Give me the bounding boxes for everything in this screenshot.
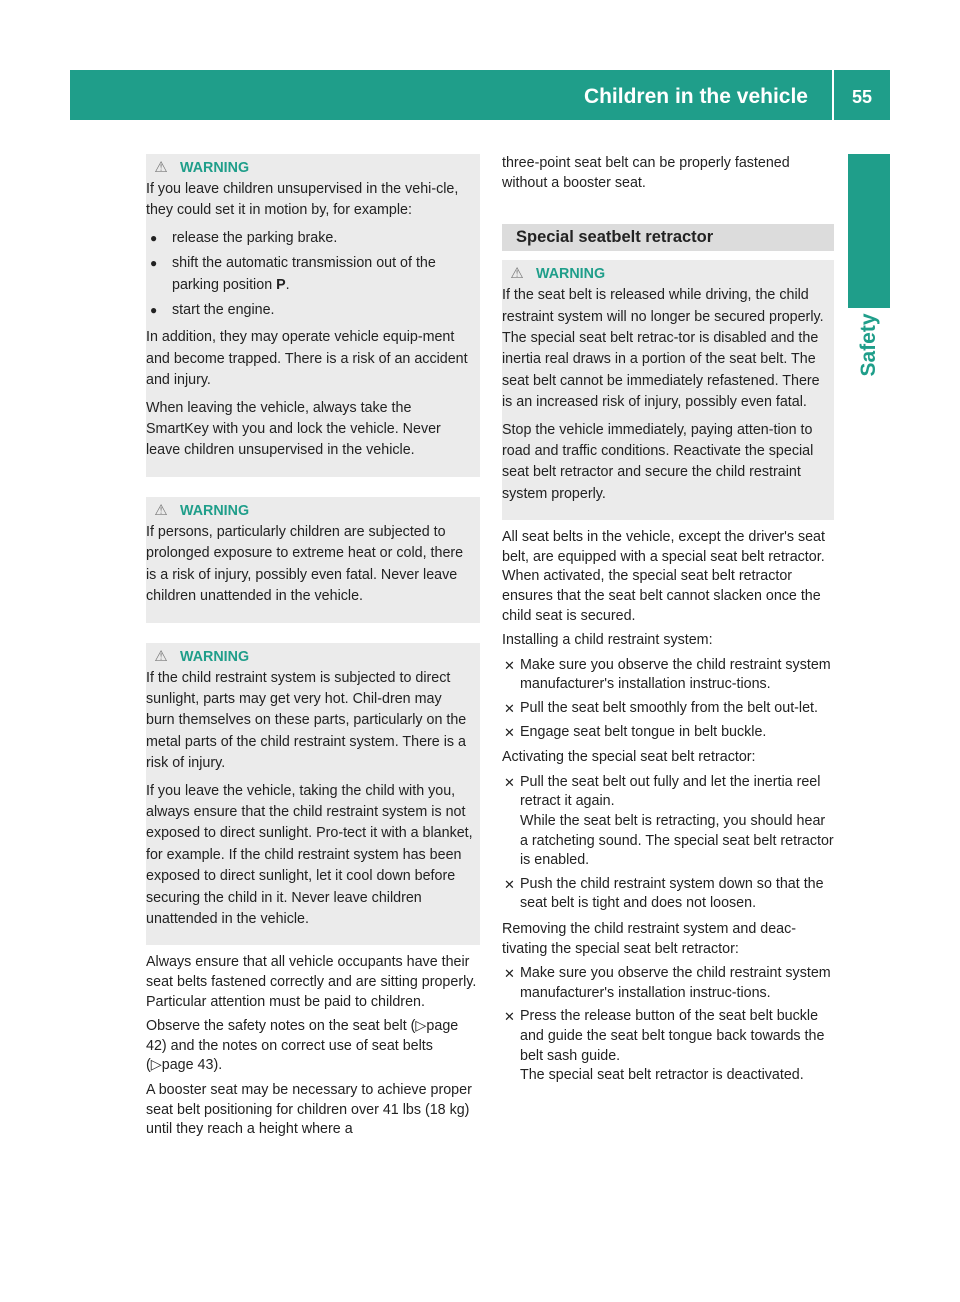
warning-bullets [146,228,473,322]
bullet-icon: ● [150,256,158,271]
step-arrow-icon: ✕ [504,1009,515,1025]
warning-box [502,260,834,520]
activate-steps [502,773,834,914]
list-item: ✕ Make sure you observe the child restraint system manufacturer's installation instruc-tions. [504,965,831,1001]
body-text: Activating the special seat belt retractor: [502,749,756,766]
body-text: three-point seat belt can be properly fastened without a booster seat. [502,155,790,191]
install-steps [502,656,834,742]
list-item: ● release the parking brake. [146,228,473,249]
step-arrow-icon: ✕ [504,701,515,716]
left-column [146,154,480,1145]
body-text: A booster seat may be necessary to achieve proper seat belt positioning for children over 41 lbs (18 kg) until they reach a height where a [146,1081,472,1138]
list-item: ✕ Pull the seat belt out fully and let the inertia reel retract it again. While the seat belt is retracting, you should hear a ratcheting sound. The special seat belt retractor is enabled. [504,773,834,869]
page-header [70,70,890,120]
step-arrow-icon: ✕ [504,876,515,892]
page-ref-icon: ▷ [415,1018,427,1035]
warning-text: If you leave the vehicle, taking the child with you, always ensure that the child restraint system is not exposed to direct sunlight. Pro-tect it with a blanket, for example. If the child restraint system has been exposed to direct sunlight, let it cool down before securing the child in it. Never leave children unattended in the vehicle. [146,782,473,927]
list-item: ✕ Pull the seat belt smoothly from the belt out-let. [502,699,834,719]
warning-text: If the seat belt is released while driving, the child restraint system will no longer be secured properly. The special seat belt retrac-tor is disabled and the inertia real draws in a portion of the seat belt. The seat belt cannot be immediately refastened. There is an increased risk of injury, possibly even fatal. [502,287,824,411]
warning-heading: ⚠ WARNING [502,263,827,285]
list-item: ● start the engine. [146,300,473,321]
warning-heading: ⚠ WARNING [146,646,473,668]
warning-triangle-icon: ⚠ [154,647,168,665]
section-heading: Special seatbelt retractor [502,224,834,251]
page-number: 55 [851,87,873,107]
section-tab-label: Safety [857,313,880,377]
warning-heading: ⚠ WARNING [146,157,473,179]
step-arrow-icon: ✕ [504,724,515,740]
warning-triangle-icon: ⚠ [510,265,524,283]
warning-text: Stop the vehicle immediately, paying atten-tion to road and traffic conditions. Reactivate the special seat belt retractor and secure the child restraint system properly. [502,421,814,502]
step-arrow-icon: ✕ [504,657,515,673]
body-text: All seat belts in the vehicle, except the driver's seat belt, are equipped with a special seat belt retractor. When activated, the special seat belt retractor ensures that the seat belt cannot slacken once the child seat is secured. [502,529,825,624]
warning-triangle-icon: ⚠ [154,159,168,176]
body-text: Removing the child restraint system and deac-tivating the special seat belt retractor: [502,920,797,957]
step-arrow-icon: ✕ [504,774,515,790]
warning-box [146,497,480,623]
step-arrow-icon: ✕ [504,966,515,982]
bullet-icon: ● [150,230,158,245]
warning-text: In addition, they may operate vehicle equip-ment and become trapped. There is a risk of an accident and injury. [146,329,468,389]
list-item: ✕ Push the child restraint system down so that the seat belt is tight and does not loosen. [504,875,824,912]
warning-text: If persons, particularly children are subjected to prolonged exposure to extreme heat or cold, there is a risk of injury, possibly even fatal. Never leave children unattended in the vehicle. [146,523,464,605]
list-item: ✕ Make sure you observe the child restraint system manufacturer's installation instruc-tions. [504,656,831,693]
bullet-icon: ● [150,303,158,318]
list-item: ✕ Press the release button of the seat belt buckle and guide the seat belt tongue back towards the belt sash guide. The special seat belt retractor is deactivated. [504,1008,825,1084]
warning-box [146,643,480,946]
warning-heading: ⚠ WARNING [146,500,473,522]
body-text: Installing a child restraint system: [502,632,713,649]
list-item: ● shift the automatic transmission out of the parking position P. [150,255,436,293]
warning-text: If you leave children unsupervised in the vehi-cle, they could set it in motion by, for example: [146,181,459,219]
right-column [502,154,834,1092]
body-text: Always ensure that all vehicle occupants have their seat belts fastened correctly and are sitting properly. Particular attention must be paid to children. [146,954,477,1010]
page-ref-icon: ▷ [150,1057,162,1074]
body-text: Observe the safety notes on the seat belt (▷page 42) and the notes on correct use of seat belts (▷page 43). [146,1018,459,1074]
remove-steps [502,964,834,1086]
warning-text: If the child restraint system is subjected to direct sunlight, parts may get very hot. Chil-dren may burn themselves on these parts, particularly on the metal parts of the child restraint system. There is a risk of injury. [146,669,467,772]
chapter-title: Children in the vehicle [583,85,808,108]
section-tab [848,154,890,308]
warning-triangle-icon: ⚠ [154,501,168,519]
warning-box [146,154,480,477]
warning-text: When leaving the vehicle, always take the SmartKey with you and lock the vehicle. Never leave children unsupervised in the vehicle. [146,399,441,459]
list-item: ✕ Engage seat belt tongue in belt buckle. [502,723,834,743]
